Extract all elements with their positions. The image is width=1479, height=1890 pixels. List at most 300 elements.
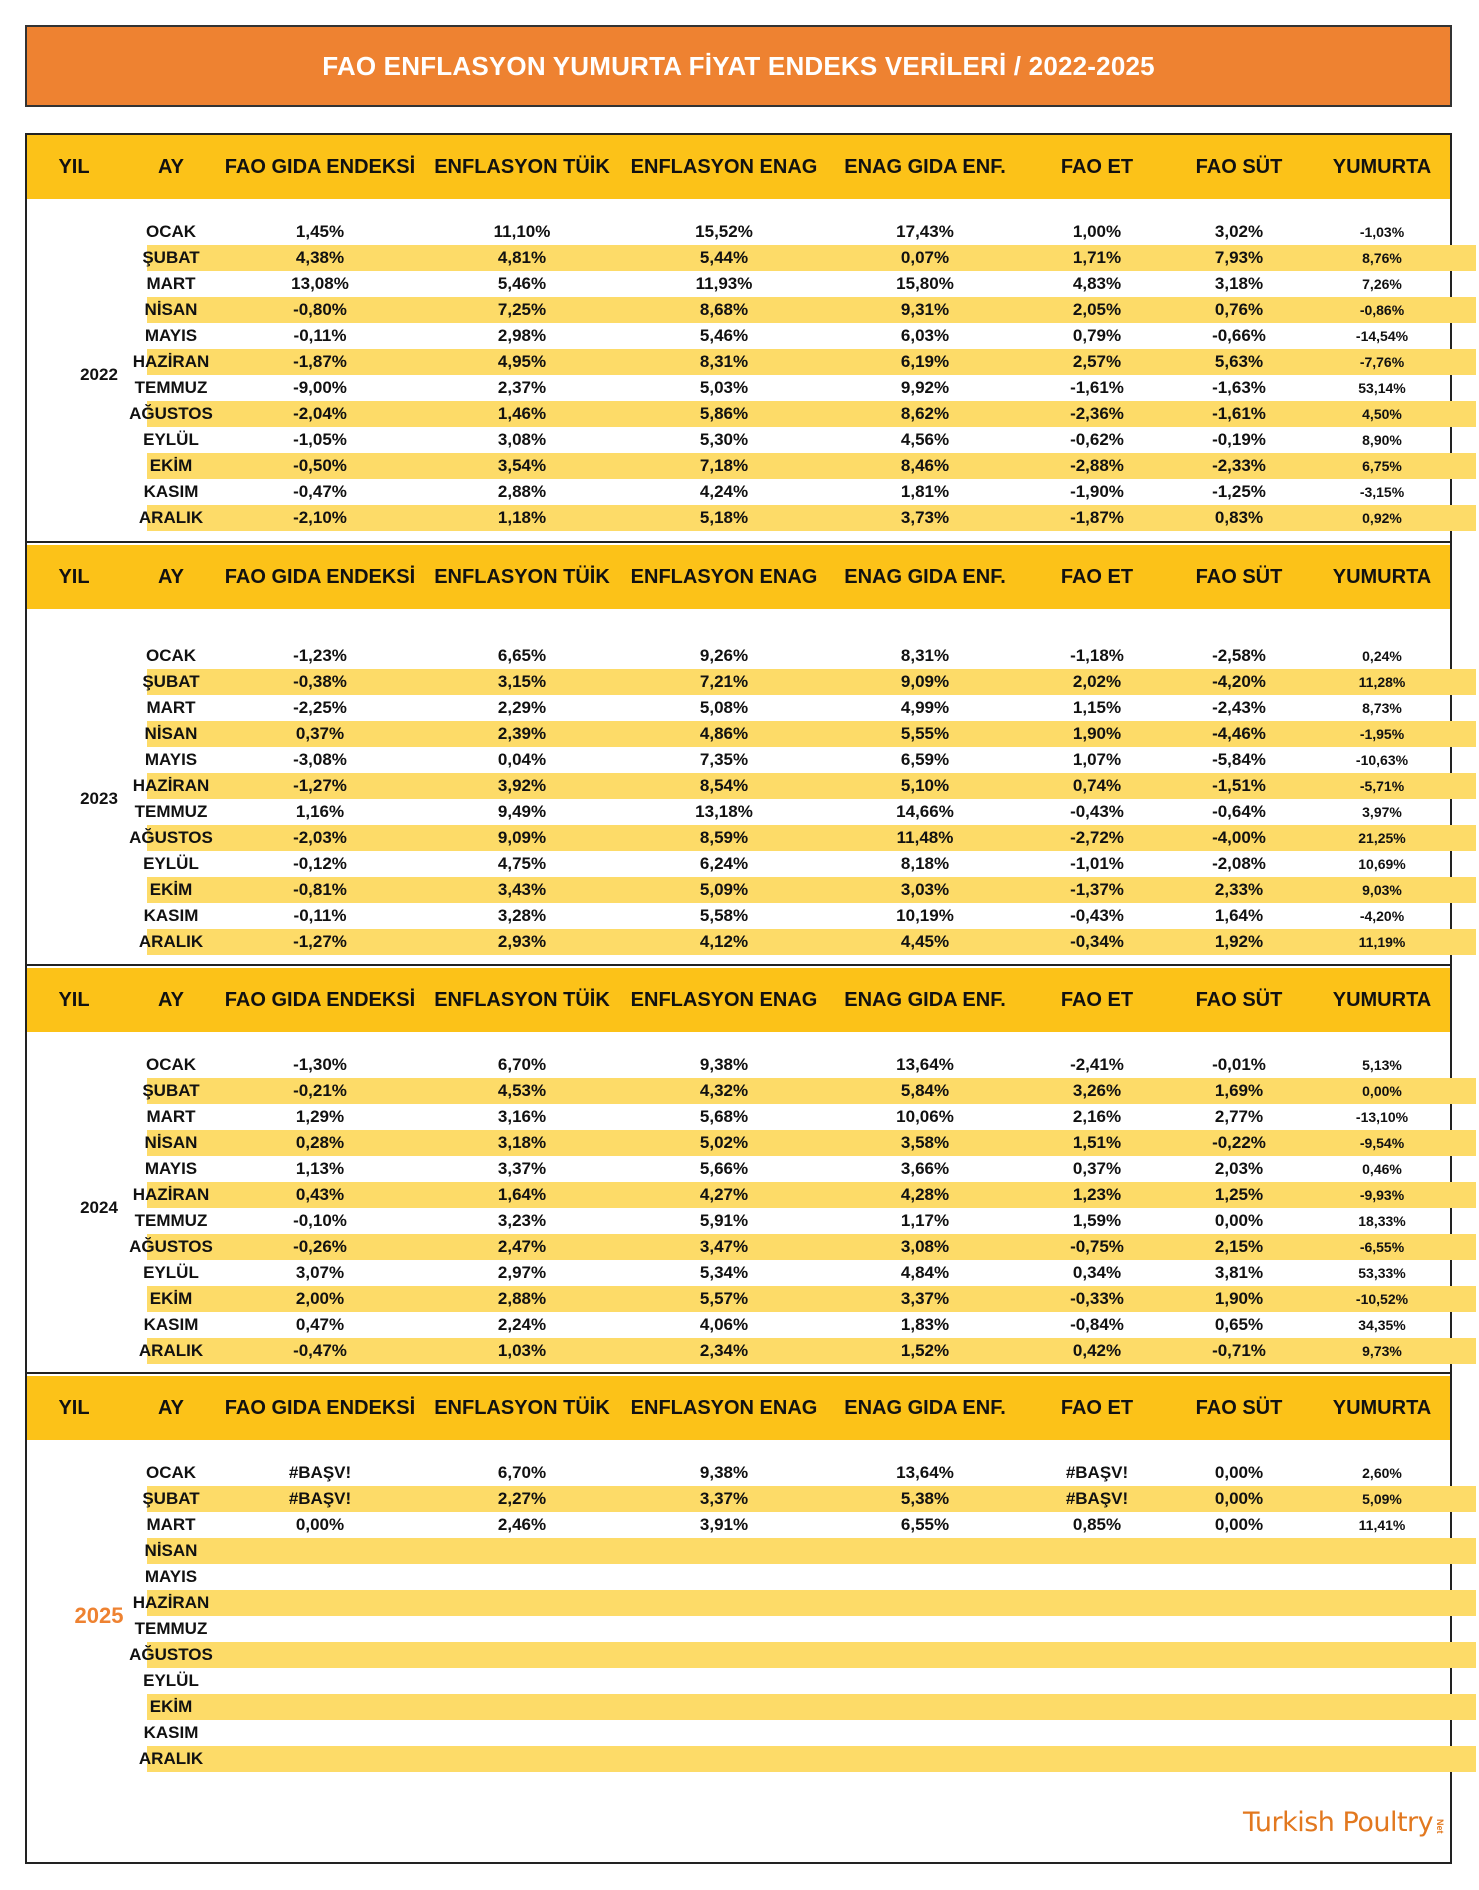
month-cell: ŞUBAT (142, 1081, 200, 1100)
value-cell-enf-tuik: 4,75% (497, 854, 547, 873)
value-cell-fao-gida: -1,23% (293, 646, 347, 665)
column-header: FAO GIDA ENDEKSİ (224, 566, 416, 588)
value-cell-enag-gida: 5,55% (900, 724, 950, 743)
value-cell-fao-et: -0,43% (1070, 906, 1124, 925)
value-cell-fao-et: 0,79% (1072, 326, 1122, 345)
value-cell-enf-tuik: 1,64% (497, 1185, 547, 1204)
value-cell-enf-tuik: 7,25% (497, 300, 547, 319)
month-cell: TEMMUZ (134, 802, 208, 821)
column-header: YIL (58, 566, 90, 588)
value-cell-enf-tuik: 5,46% (497, 274, 547, 293)
value-cell-fao-et: -1,18% (1070, 646, 1124, 665)
value-cell-fao-gida: 1,45% (295, 222, 345, 241)
page-title: FAO ENFLASYON YUMURTA FİYAT ENDEKS VERİLERİ / 2022-2025 (322, 50, 1155, 81)
month-cell: MART (146, 1107, 196, 1126)
value-cell-enag-gida (825, 1642, 1025, 1668)
value-cell-enf-enag: 5,34% (699, 1263, 749, 1282)
value-cell-enf-enag: 5,57% (699, 1289, 749, 1308)
value-cell-yumurta: 11,41% (1358, 1517, 1406, 1533)
value-cell-fao-sut: 0,00% (1214, 1515, 1264, 1534)
value-cell-enag-gida: 9,92% (900, 378, 950, 397)
value-cell-fao-gida: -0,80% (293, 300, 347, 319)
value-cell-enf-tuik: 9,49% (497, 802, 547, 821)
value-cell-fao-et: 2,05% (1072, 300, 1122, 319)
value-cell-enf-tuik: 6,70% (497, 1463, 547, 1482)
table-row (138, 1746, 1476, 1772)
value-cell-enf-tuik: 2,46% (497, 1515, 547, 1534)
value-cell-fao-sut (1164, 1642, 1314, 1668)
value-cell-fao-sut: 0,00% (1214, 1489, 1264, 1508)
value-cell-enf-tuik (422, 1668, 622, 1694)
value-cell-fao-et: -2,88% (1070, 456, 1124, 475)
value-cell-fao-gida: -3,08% (293, 750, 347, 769)
value-cell-fao-et (1022, 1720, 1172, 1746)
table-row (134, 375, 1476, 401)
value-cell-enf-enag: 5,09% (699, 880, 749, 899)
month-cell: MAYIS (144, 326, 198, 345)
value-cell-yumurta: 5,09% (1362, 1491, 1402, 1507)
value-cell-enf-tuik (422, 1642, 622, 1668)
value-cell-fao-gida: -0,21% (293, 1081, 347, 1100)
month-cell: OCAK (145, 1055, 197, 1074)
month-cell: EYLÜL (143, 1671, 199, 1690)
value-cell-fao-gida: 1,13% (295, 1159, 345, 1178)
column-header: FAO SÜT (1195, 989, 1283, 1011)
value-cell-enf-enag (624, 1616, 824, 1642)
value-cell-fao-gida: -0,26% (293, 1237, 347, 1256)
month-cell: MART (146, 698, 196, 717)
value-cell-enf-tuik: 3,92% (497, 776, 547, 795)
value-cell-fao-et: 0,85% (1072, 1515, 1122, 1534)
month-cell: ŞUBAT (142, 248, 200, 267)
value-cell-yumurta: -1,03% (1359, 224, 1405, 240)
section-2024 (25, 964, 1452, 1360)
title-banner (25, 25, 1452, 107)
value-cell-yumurta (1307, 1694, 1457, 1720)
column-header: ENFLASYON TÜİK (434, 989, 610, 1011)
value-cell-yumurta: -13,10% (1355, 1109, 1409, 1125)
column-header: YIL (58, 1397, 90, 1419)
month-cell: OCAK (145, 222, 197, 241)
value-cell-fao-gida: 0,47% (295, 1315, 345, 1334)
value-cell-enag-gida (825, 1616, 1025, 1642)
value-cell-fao-et: 1,59% (1072, 1211, 1122, 1230)
header-row (27, 968, 1450, 1032)
month-cell: KASIM (143, 906, 199, 925)
month-cell: EKİM (149, 456, 193, 475)
value-cell-yumurta: 9,03% (1362, 882, 1402, 898)
value-cell-enf-tuik: 4,53% (497, 1081, 547, 1100)
table-row (138, 929, 1476, 955)
value-cell-fao-gida: 13,08% (291, 274, 349, 293)
value-cell-fao-et: 3,26% (1072, 1081, 1122, 1100)
value-cell-enf-enag: 5,46% (699, 326, 749, 345)
value-cell-enf-tuik: 2,37% (497, 378, 547, 397)
table-row (147, 1104, 1476, 1130)
value-cell-enf-tuik: 3,23% (497, 1211, 547, 1230)
value-cell-enag-gida: 6,19% (900, 352, 950, 371)
value-cell-enf-enag: 11,93% (695, 274, 753, 293)
table-row (144, 1538, 1476, 1564)
value-cell-fao-sut: -0,66% (1212, 326, 1266, 345)
value-cell-yumurta: 0,24% (1362, 648, 1402, 664)
table-row (143, 479, 1476, 505)
value-cell-enag-gida: 5,10% (900, 776, 950, 795)
value-cell-fao-sut: 0,00% (1214, 1463, 1264, 1482)
value-cell-enag-gida: 6,03% (900, 326, 950, 345)
value-cell-enf-tuik: 1,46% (497, 404, 547, 423)
value-cell-fao-sut: 1,25% (1214, 1185, 1264, 1204)
value-cell-enag-gida (825, 1668, 1025, 1694)
table-row (143, 1312, 1476, 1338)
table-row (143, 1720, 1476, 1746)
column-header: FAO GIDA ENDEKSİ (224, 156, 416, 178)
table-row (143, 427, 1476, 453)
value-cell-yumurta: -9,93% (1359, 1187, 1405, 1203)
month-cell: OCAK (145, 646, 197, 665)
value-cell-enf-tuik: 3,16% (497, 1107, 547, 1126)
value-cell-enag-gida: 13,64% (896, 1055, 954, 1074)
value-cell-fao-et: 4,83% (1072, 274, 1122, 293)
column-header: ENAG GIDA ENF. (844, 156, 1006, 178)
value-cell-enf-tuik: 3,54% (497, 456, 547, 475)
table-row (144, 747, 1476, 773)
value-cell-enf-tuik: 0,04% (497, 750, 547, 769)
month-cell: NİSAN (144, 300, 198, 319)
value-cell-enag-gida (825, 1564, 1025, 1590)
value-cell-enf-enag: 5,91% (699, 1211, 749, 1230)
value-cell-fao-sut: -1,51% (1212, 776, 1266, 795)
table-row (132, 1182, 1476, 1208)
month-cell: KASIM (143, 482, 199, 501)
value-cell-fao-sut: -4,00% (1212, 828, 1266, 847)
value-cell-fao-et: -1,90% (1070, 482, 1124, 501)
column-header: AY (158, 156, 184, 178)
value-cell-enag-gida: 15,80% (896, 274, 954, 293)
value-cell-enf-enag: 5,44% (699, 248, 749, 267)
value-cell-fao-et (1022, 1642, 1172, 1668)
value-cell-fao-et: 2,16% (1072, 1107, 1122, 1126)
value-cell-yumurta: -10,63% (1355, 752, 1409, 768)
value-cell-yumurta: -7,76% (1359, 354, 1405, 370)
value-cell-fao-gida: -2,03% (293, 828, 347, 847)
value-cell-fao-sut: -2,33% (1212, 456, 1266, 475)
value-cell-fao-et (1022, 1590, 1172, 1616)
table-row (144, 1564, 1476, 1590)
value-cell-fao-et: #BAŞV! (1065, 1489, 1129, 1508)
value-cell-fao-gida: -0,10% (293, 1211, 347, 1230)
value-cell-fao-gida (220, 1642, 420, 1668)
table-row (134, 1208, 1476, 1234)
value-cell-yumurta (1307, 1616, 1457, 1642)
value-cell-enf-enag: 8,59% (699, 828, 749, 847)
value-cell-yumurta: 34,35% (1358, 1317, 1406, 1333)
value-cell-enf-enag: 8,31% (699, 352, 749, 371)
value-cell-fao-et: 0,42% (1072, 1341, 1122, 1360)
month-cell: HAZİRAN (132, 1593, 210, 1612)
value-cell-fao-gida: -0,11% (293, 326, 347, 345)
value-cell-enf-enag: 4,24% (699, 482, 749, 501)
value-cell-enf-enag: 15,52% (695, 222, 753, 241)
value-cell-fao-gida: 2,00% (295, 1289, 345, 1308)
value-cell-enf-enag (624, 1694, 824, 1720)
column-header: ENAG GIDA ENF. (844, 1397, 1006, 1419)
value-cell-enf-enag: 4,27% (699, 1185, 749, 1204)
value-cell-fao-gida: -1,05% (293, 430, 347, 449)
value-cell-enf-enag: 4,06% (699, 1315, 749, 1334)
value-cell-enf-tuik (422, 1590, 622, 1616)
section-2023 (25, 541, 1452, 951)
value-cell-enag-gida: 8,18% (900, 854, 950, 873)
column-header: YUMURTA (1332, 156, 1432, 178)
value-cell-fao-et: 1,71% (1072, 248, 1122, 267)
value-cell-yumurta (1307, 1590, 1457, 1616)
table-row (143, 903, 1476, 929)
value-cell-fao-gida (220, 1590, 420, 1616)
value-cell-fao-sut: -5,84% (1212, 750, 1266, 769)
month-cell: EYLÜL (143, 854, 199, 873)
value-cell-fao-sut: 3,18% (1214, 274, 1264, 293)
value-cell-yumurta: 4,50% (1362, 406, 1402, 422)
value-cell-yumurta: 0,46% (1362, 1161, 1402, 1177)
table-row (147, 1286, 1476, 1312)
month-cell: ARALIK (138, 932, 204, 951)
month-cell: EKİM (149, 1289, 193, 1308)
value-cell-enf-tuik: 4,95% (497, 352, 547, 371)
value-cell-yumurta (1307, 1668, 1457, 1694)
value-cell-fao-sut: 2,33% (1214, 880, 1264, 899)
value-cell-fao-sut (1164, 1564, 1314, 1590)
table-row (129, 1234, 1476, 1260)
table-row (129, 1642, 1476, 1668)
value-cell-fao-et: 1,90% (1072, 724, 1122, 743)
value-cell-fao-et: 1,23% (1072, 1185, 1122, 1204)
value-cell-enag-gida: 4,84% (900, 1263, 950, 1282)
value-cell-enag-gida: 3,03% (900, 880, 950, 899)
value-cell-fao-et: 0,37% (1072, 1159, 1122, 1178)
value-cell-fao-sut: -0,19% (1212, 430, 1266, 449)
year-label: 2024 (80, 1198, 118, 1217)
value-cell-fao-sut: 1,92% (1214, 932, 1264, 951)
value-cell-fao-et: -0,34% (1070, 932, 1124, 951)
value-cell-yumurta: 11,19% (1358, 934, 1406, 950)
month-cell: ARALIK (138, 508, 204, 527)
column-header: ENFLASYON ENAG (630, 989, 818, 1011)
value-cell-fao-sut: -0,22% (1212, 1133, 1266, 1152)
value-cell-enf-enag: 8,68% (699, 300, 749, 319)
value-cell-yumurta: -14,54% (1355, 328, 1409, 344)
value-cell-enf-enag: 5,86% (699, 404, 749, 423)
column-header: FAO ET (1060, 989, 1134, 1011)
value-cell-fao-et: 1,07% (1072, 750, 1122, 769)
value-cell-yumurta: -0,86% (1359, 302, 1405, 318)
month-cell: AĞUSTOS (129, 404, 213, 423)
value-cell-fao-sut: 2,77% (1214, 1107, 1264, 1126)
column-header: ENFLASYON TÜİK (434, 156, 610, 178)
value-cell-enf-tuik: 1,18% (497, 508, 547, 527)
value-cell-fao-sut: -1,63% (1212, 378, 1266, 397)
value-cell-fao-gida: 1,29% (295, 1107, 345, 1126)
value-cell-enf-enag: 4,86% (699, 724, 749, 743)
value-cell-fao-gida (220, 1720, 420, 1746)
column-header: YIL (58, 989, 90, 1011)
value-cell-fao-et (1022, 1746, 1172, 1772)
value-cell-fao-et: 0,34% (1072, 1263, 1122, 1282)
value-cell-enf-tuik: 3,18% (497, 1133, 547, 1152)
value-cell-yumurta: 53,14% (1358, 380, 1406, 396)
value-cell-enf-tuik: 3,08% (497, 430, 547, 449)
value-cell-fao-et: -2,36% (1070, 404, 1124, 423)
value-cell-enf-enag: 4,12% (699, 932, 749, 951)
table-row (147, 1052, 1476, 1078)
value-cell-enf-tuik (422, 1616, 622, 1642)
value-cell-fao-et (1022, 1694, 1172, 1720)
table-row (138, 505, 1476, 531)
column-header: FAO ET (1060, 156, 1134, 178)
value-cell-yumurta: 3,97% (1362, 804, 1402, 820)
month-cell: HAZİRAN (132, 1185, 210, 1204)
value-cell-enag-gida (825, 1694, 1025, 1720)
value-cell-enf-tuik (422, 1564, 622, 1590)
value-cell-enag-gida: 1,81% (900, 482, 950, 501)
table-row (147, 219, 1476, 245)
value-cell-enag-gida: 6,59% (900, 750, 950, 769)
value-cell-yumurta: 2,60% (1362, 1465, 1402, 1481)
column-header: AY (158, 989, 184, 1011)
column-header: YIL (58, 156, 90, 178)
column-header: FAO SÜT (1195, 1397, 1283, 1419)
month-cell: NİSAN (144, 724, 198, 743)
value-cell-fao-sut (1164, 1720, 1314, 1746)
value-cell-enag-gida: 17,43% (896, 222, 954, 241)
year-label: 2025 (74, 1603, 124, 1628)
value-cell-fao-sut: 2,15% (1214, 1237, 1264, 1256)
value-cell-enf-enag: 6,24% (699, 854, 749, 873)
column-header: ENFLASYON TÜİK (434, 566, 610, 588)
value-cell-fao-sut: 1,69% (1214, 1081, 1264, 1100)
value-cell-fao-gida: -0,81% (293, 880, 347, 899)
value-cell-yumurta: 8,73% (1362, 700, 1402, 716)
value-cell-enf-enag: 7,21% (699, 672, 749, 691)
value-cell-enf-tuik: 3,15% (497, 672, 547, 691)
value-cell-enag-gida: 10,06% (896, 1107, 954, 1126)
value-cell-fao-et: -0,84% (1070, 1315, 1124, 1334)
value-cell-yumurta (1307, 1746, 1457, 1772)
value-cell-enf-enag: 9,38% (699, 1055, 749, 1074)
value-cell-fao-gida: -1,30% (293, 1055, 347, 1074)
table-row (132, 1590, 1476, 1616)
value-cell-enag-gida: 8,46% (900, 456, 950, 475)
value-cell-enag-gida: 3,58% (900, 1133, 950, 1152)
value-cell-enf-enag: 5,02% (699, 1133, 749, 1152)
month-cell: MAYIS (144, 1159, 198, 1178)
table-row (129, 401, 1476, 427)
value-cell-fao-gida (220, 1564, 420, 1590)
value-cell-enag-gida: 4,56% (900, 430, 950, 449)
month-cell: TEMMUZ (134, 1619, 208, 1638)
table-row (129, 825, 1476, 851)
value-cell-fao-gida: #BAŞV! (288, 1489, 352, 1508)
column-header: ENFLASYON ENAG (630, 1397, 818, 1419)
value-cell-fao-et: -0,62% (1070, 430, 1124, 449)
table-row (147, 453, 1476, 479)
value-cell-enf-enag: 2,34% (699, 1341, 749, 1360)
value-cell-yumurta: -6,55% (1359, 1239, 1405, 1255)
table-row (142, 669, 1476, 695)
value-cell-enf-tuik: 3,43% (497, 880, 547, 899)
value-cell-enf-enag: 7,18% (699, 456, 749, 475)
month-cell: HAZİRAN (132, 352, 210, 371)
column-header: FAO SÜT (1195, 566, 1283, 588)
value-cell-yumurta: 0,92% (1362, 510, 1402, 526)
table-row (132, 349, 1476, 375)
value-cell-fao-gida (220, 1538, 420, 1564)
value-cell-fao-sut (1164, 1694, 1314, 1720)
value-cell-fao-sut: 0,65% (1214, 1315, 1264, 1334)
value-cell-fao-et: 1,00% (1072, 222, 1122, 241)
month-cell: NİSAN (144, 1133, 198, 1152)
value-cell-yumurta: 7,26% (1362, 276, 1402, 292)
month-cell: ARALIK (138, 1341, 204, 1360)
value-cell-enf-tuik: 3,37% (497, 1159, 547, 1178)
value-cell-fao-gida: 0,00% (295, 1515, 345, 1534)
value-cell-fao-gida: -1,87% (293, 352, 347, 371)
month-cell: ARALIK (138, 1749, 204, 1768)
value-cell-enf-tuik: 2,27% (497, 1489, 547, 1508)
value-cell-fao-gida: -0,50% (293, 456, 347, 475)
value-cell-enf-enag: 5,30% (699, 430, 749, 449)
value-cell-yumurta: -5,71% (1359, 778, 1405, 794)
value-cell-fao-gida: 4,38% (295, 248, 345, 267)
value-cell-yumurta (1307, 1538, 1457, 1564)
value-cell-yumurta: 21,25% (1358, 830, 1406, 846)
value-cell-yumurta: 8,76% (1362, 250, 1402, 266)
month-cell: MAYIS (144, 750, 198, 769)
value-cell-fao-et: -0,75% (1070, 1237, 1124, 1256)
value-cell-fao-et (1022, 1538, 1172, 1564)
month-cell: ŞUBAT (142, 1489, 200, 1508)
value-cell-fao-sut (1164, 1616, 1314, 1642)
turkish-poultry-logo (1243, 1804, 1445, 1838)
value-cell-enf-tuik: 2,88% (497, 1289, 547, 1308)
value-cell-enag-gida: 8,31% (900, 646, 950, 665)
value-cell-fao-et (1022, 1564, 1172, 1590)
value-cell-enf-enag: 5,08% (699, 698, 749, 717)
table-row (147, 695, 1476, 721)
value-cell-fao-sut: 3,02% (1214, 222, 1264, 241)
column-header: ENFLASYON TÜİK (434, 1397, 610, 1419)
value-cell-fao-gida: 0,37% (295, 724, 345, 743)
value-cell-yumurta (1307, 1642, 1457, 1668)
value-cell-enf-tuik (422, 1746, 622, 1772)
value-cell-fao-gida: -0,12% (293, 854, 347, 873)
value-cell-fao-gida (220, 1616, 420, 1642)
table-row (144, 1130, 1476, 1156)
value-cell-fao-et: -1,87% (1070, 508, 1124, 527)
value-cell-enf-enag: 7,35% (699, 750, 749, 769)
value-cell-fao-gida (220, 1746, 420, 1772)
value-cell-fao-sut: 1,90% (1214, 1289, 1264, 1308)
value-cell-yumurta: -3,15% (1359, 484, 1405, 500)
value-cell-enf-enag: 3,47% (699, 1237, 749, 1256)
month-cell: EKİM (149, 880, 193, 899)
value-cell-fao-et: #BAŞV! (1065, 1463, 1129, 1482)
year-label: 2023 (80, 789, 118, 808)
value-cell-fao-sut (1164, 1668, 1314, 1694)
value-cell-enag-gida: 1,52% (900, 1341, 950, 1360)
value-cell-enag-gida: 0,07% (900, 248, 950, 267)
month-cell: AĞUSTOS (129, 1645, 213, 1664)
